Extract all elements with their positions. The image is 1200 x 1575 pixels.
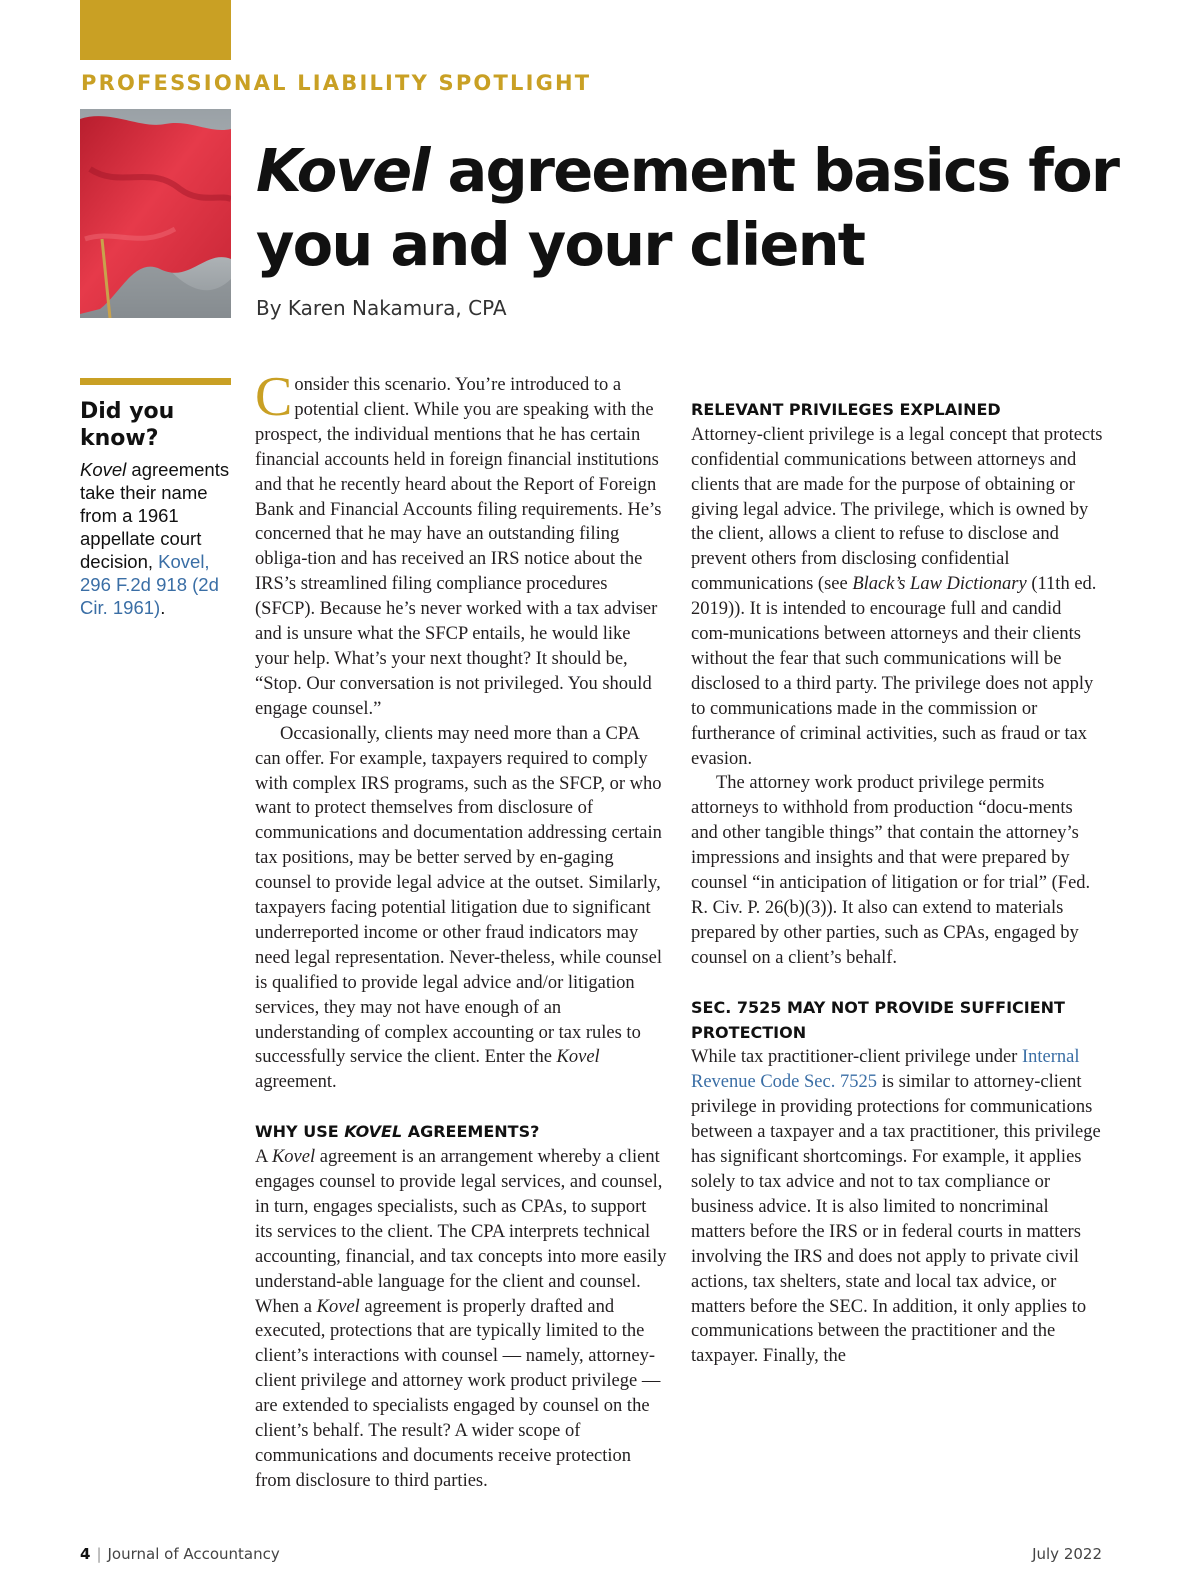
sidebar-end: .	[160, 597, 166, 618]
sidebar-citation-link[interactable]: Kovel, 296 F.2d 918 (2d Cir. 1961)	[80, 551, 219, 618]
issue-date: July 2022	[1032, 1545, 1102, 1563]
italic-text: Kovel	[556, 1047, 600, 1068]
italic-text: Kovel	[316, 1296, 360, 1317]
paragraph-text: agreement is properly drafted and executed, protections that are typically limited to the client’s interactions with counsel — namely, attorney-client privilege and attorney work product privilege — are extended to specialists engaged by counsel on the client’s behalf. The result? A wider scope of communications and documents receive protection from disclosure to third parties.	[255, 1296, 661, 1490]
section-heading: SEC. 7525 MAY NOT PROVIDE SUFFICIENT PROTECTION	[691, 997, 1065, 1042]
paragraph-text: is similar to attorney-client privilege in providing protections for communications between a taxpayer and a tax practitioner, this privilege has significant shortcomings. For example, it applies solely to tax advice and not to tax compliance or business advice. It is also limited to noncriminal matters before the IRS or in federal courts in matters involving the IRS and does not apply to private civil actions, tax shelters, state and local tax advice, or matters before the SEC. In addition, it only applies to communications between the practitioner and the taxpayer. Finally, the	[691, 1072, 1101, 1367]
paragraph-text: agreement is an arrangement whereby a client engages counsel to provide legal services, and counsel, in turn, engages specialists, such as CPAs, to support its services to the client. The CPA interprets technical accounting, financial, and tax concepts into more easily understand-able language for the client and counsel. When a	[255, 1147, 667, 1317]
article-paragraph	[255, 373, 667, 722]
footer-publication	[80, 1545, 280, 1563]
publication-name: Journal of Accountancy	[107, 1545, 280, 1563]
red-flag-image	[80, 109, 231, 318]
sidebar-body	[80, 458, 235, 619]
footer-separator: |	[96, 1545, 102, 1563]
article-column-1	[255, 373, 667, 1490]
section-heading	[255, 1120, 667, 1145]
italic-text: Black’s Law Dictionary	[852, 574, 1027, 595]
article-paragraph	[255, 722, 667, 1096]
title-text: agreement basics for you and your client	[256, 136, 1119, 279]
paragraph-text: onsider this scenario. You’re introduced to a potential client. While you are speaking with the prospect, the individual mentions that he has certain financial accounts held in foreign financial institutions and that he recently heard about the Report of Foreign Bank and Financial Accounts filing requirements. He’s concerned that he may have an outstanding filing obliga-tion and has received an IRS notice about the IRS’s streamlined filing compliance procedures (SFCP). Because he’s never worked with a tax adviser and is unsure what the SFCP entails, he would like your help. What’s your next thought? It should be, “Stop. Our conversation is not privileged. You should engage counsel.”	[255, 375, 662, 719]
byline: By Karen Nakamura, CPA	[256, 296, 507, 320]
paragraph-text: (11th ed. 2019)). It is intended to encourage full and candid com-munications between attorneys and their clients without the fear that such communications will be disclosed to a third party. The privilege does not apply to communications made in the commission or furtherance of criminal activities, such as fraud or tax evasion.	[691, 574, 1097, 769]
italic-text: Kovel	[271, 1147, 316, 1168]
paragraph-text: agreement.	[255, 1072, 337, 1093]
article-title	[256, 134, 1136, 282]
article-paragraph	[691, 1045, 1103, 1369]
section-label: PROFESSIONAL LIABILITY SPOTLIGHT	[81, 71, 592, 95]
section-heading: RELEVANT PRIVILEGES EXPLAINED	[691, 399, 1001, 419]
page-number: 4	[80, 1545, 91, 1563]
sidebar-rule	[80, 378, 231, 385]
heading-italic: KOVEL	[344, 1122, 403, 1142]
paragraph-text: Occasionally, clients may need more than a CPA can offer. For example, taxpayers required to comply with complex IRS programs, such as the SFCP, or who want to protect themselves from disclosure of communications and documentation addressing certain tax positions, may be better served by en-gaging counsel to provide legal advice at the outset. Similarly, taxpayers facing potential litigation due to significant underreported income or other fraud indicators may need legal representation. Never-theless, while counsel is qualified to provide legal advice and/or litigation services, they may not have enough of an understanding of complex accounting or tax rules to successfully service the client. Enter the	[255, 723, 662, 1068]
heading-text: WHY USE	[255, 1122, 345, 1142]
irc-7525-link[interactable]: Internal Revenue Code Sec. 7525	[691, 1047, 1080, 1093]
paragraph-text: A	[255, 1147, 272, 1168]
sidebar-italic: Kovel	[80, 459, 127, 480]
article-paragraph	[255, 1145, 667, 1490]
article-paragraph	[691, 423, 1103, 772]
article-column-2	[691, 373, 1103, 1369]
sidebar-text: agreements take their name from a 1961 appellate court decision,	[80, 459, 230, 572]
article-paragraph: The attorney work product privilege permits attorneys to withhold from production “docu-ments and other tangible things” that contain the attorney’s impressions and insights and that were prepared by counsel “in anticipation of litigation or for trial” (Fed. R. Civ. P. 26(b)(3)). It also can extend to materials prepared by other parties, such as CPAs, engaged by counsel on a client’s behalf.	[691, 773, 1091, 968]
paragraph-text: While tax practitioner-client privilege under	[691, 1047, 1022, 1068]
heading-text: AGREEMENTS?	[402, 1122, 540, 1142]
paragraph-text: Attorney-client privilege is a legal concept that protects confidential communications between attorneys and clients that are made for the purpose of obtaining or giving legal advice. The privilege, which is owned by the client, allows a client to refuse to disclose and prevent others from disclosing confidential communications (see	[691, 424, 1103, 595]
title-italic: Kovel	[256, 136, 429, 205]
accent-bar	[80, 0, 231, 60]
drop-cap: C	[255, 373, 293, 428]
sidebar-heading: Did you know?	[80, 399, 175, 451]
